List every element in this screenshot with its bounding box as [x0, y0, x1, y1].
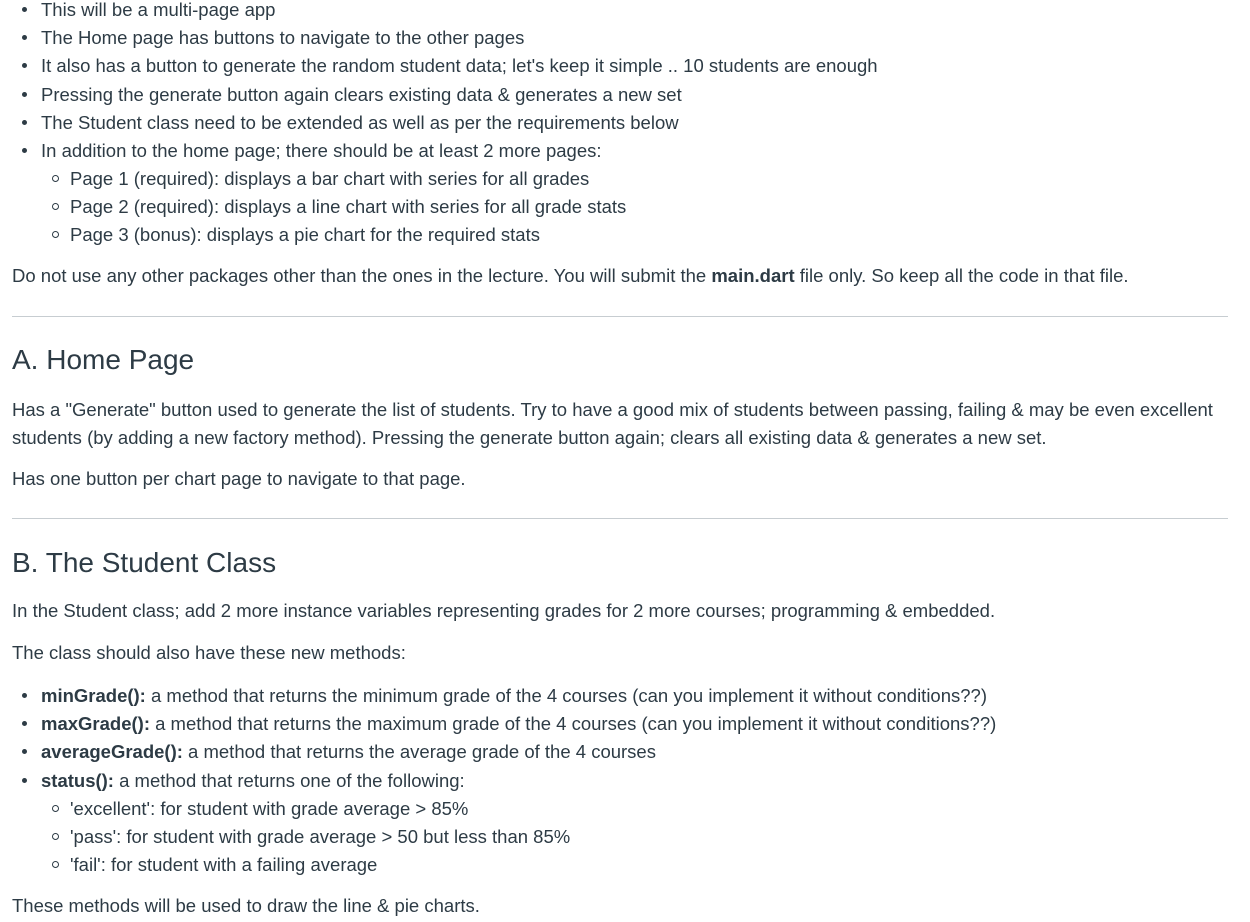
status-value-item: 'excellent': for student with grade average > 85%: [12, 798, 570, 826]
method-description: a method that returns the maximum grade of the 4 courses (can you implement it without conditions??): [149, 713, 997, 735]
method-item: [12, 685, 996, 713]
method-description: a method that returns the minimum grade of the 4 courses (can you implement it without conditions??): [145, 685, 987, 706]
page-requirement-item: Page 1 (required): displays a bar chart with series for all grades: [12, 168, 626, 196]
method-item: [12, 713, 996, 741]
intro-bullet: Pressing the generate button again clears existing data & generates a new set: [12, 84, 878, 112]
method-item: [12, 741, 996, 769]
packages-note-text: Do not use any other packages other than the ones in the lecture. You will submit the: [12, 265, 712, 286]
page-requirement-item: Page 2 (required): displays a line chart with series for all grade stats: [12, 196, 626, 224]
main-dart-filename: main.dart: [711, 265, 795, 286]
intro-list: [12, 0, 878, 168]
method-name: averageGrade():: [41, 741, 183, 763]
method-name: minGrade():: [41, 685, 146, 706]
page-requirement-item: Page 3 (bonus): displays a pie chart for the required stats: [12, 224, 626, 252]
intro-bullet: This will be a multi-page app: [12, 0, 878, 27]
section-a-paragraph-2: Has one button per chart page to navigate to that page.: [12, 468, 466, 489]
section-divider: [12, 518, 1228, 519]
intro-bullet: The Student class need to be extended as well as per the requirements below: [12, 112, 878, 140]
closing-note: These methods will be used to draw the line & pie charts.: [12, 895, 480, 916]
section-a-heading: A. Home Page: [12, 344, 195, 375]
intro-bullet: It also has a button to generate the random student data; let's keep it simple .. 10 students are enough: [12, 55, 878, 83]
method-description: a method that returns one of the following:: [113, 769, 465, 791]
intro-bullet: The Home page has buttons to navigate to the other pages: [12, 27, 878, 55]
method-item: [12, 770, 996, 798]
status-values-list: [12, 798, 570, 883]
method-name: status():: [41, 769, 114, 791]
section-b-paragraph-2: The class should also have these new methods:: [12, 642, 406, 663]
method-description: a method that returns the average grade of the 4 courses: [182, 741, 656, 763]
packages-note-text-end: file only. So keep all the code in that file.: [794, 265, 1129, 286]
section-a-paragraph: Has a "Generate" button used to generate the list of students. Try to have a good mix of students between passing, failing & may be even excellent students (by adding a new factory method). Pressing the generate button again; clears all existing data & generates a new set.: [12, 399, 1213, 448]
status-value-item: 'fail': for student with a failing average: [12, 854, 570, 882]
methods-list: [12, 685, 996, 798]
intro-bullet: In addition to the home page; there should be at least 2 more pages:: [12, 140, 878, 168]
method-name: maxGrade():: [41, 713, 150, 735]
section-divider: [12, 316, 1228, 317]
section-b-heading: B. The Student Class: [12, 547, 277, 578]
packages-note: [12, 262, 1129, 290]
status-value-item: 'pass': for student with grade average > 50 but less than 85%: [12, 826, 570, 854]
pages-sublist: [12, 168, 626, 253]
section-b-paragraph: In the Student class; add 2 more instance variables representing grades for 2 more courses; programming & embedded.: [12, 600, 996, 621]
